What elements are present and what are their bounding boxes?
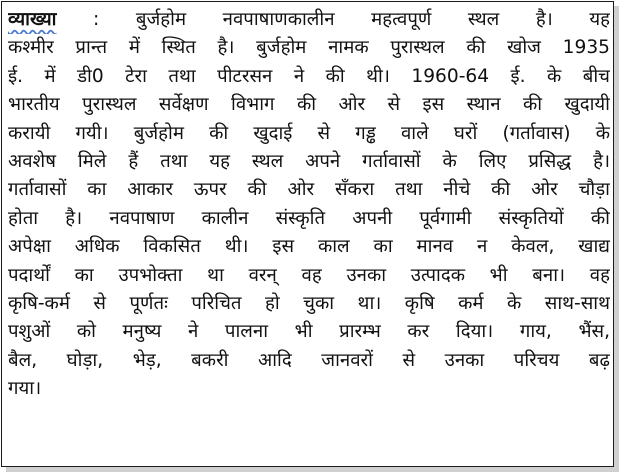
paragraph-line-7: गर्तावासों का आकार ऊपर की ओर सँकरा तथा नीचे की ओर चौड़ा [8,179,610,201]
frame-shadow-bottom [6,467,619,472]
heading-separator: : [93,9,100,30]
frame-shadow-right [614,6,619,470]
paragraph-line-11: कृषि-कर्म से पूर्णतः परिचित हो चुका था। कृषि कर्म के साथ-साथ [8,292,610,314]
text-box [1,1,614,467]
paragraph-line-4: भारतीय पुरास्थल सर्वेक्षण विभाग की ओर से इस स्थान की खुदायी [8,94,610,116]
paragraph-line-12: पशुओं को मनुष्य ने पालना भी प्रारम्भ कर दिया। गाय, भैंस, [8,321,610,343]
paragraph-line-3: ई. में डी0 टेरा तथा पीटरसन ने की थी। 1960-64 ई. के बीच [8,65,610,87]
paragraph-line-13: बैल, घोड़ा, भेड़, बकरी आदि जानवरों से उनका परिचय बढ़ [8,349,610,371]
paragraph-line-8: होता है। नवपाषाण कालीन संस्कृति अपनी पूर्वगामी संस्कृतियों की [8,207,610,229]
line-text: बुर्जहोम नवपाषाणकालीन महत्वपूर्ण स्थल है। यह [135,9,610,30]
paragraph-line-14: गया। [8,378,42,400]
paragraph-line-10: पदार्थों का उपभोक्ता था वरन् वह उनका उत्पादक भी बना। वह [8,264,610,286]
paragraph-line-1 [8,6,610,34]
paragraph [8,6,610,403]
paragraph-line-9: अपेक्षा अधिक विकसित थी। इस काल का मानव न केवल, खाद्य [8,236,610,258]
paragraph-line-5: करायी गयी। बुर्जहोम की खुदाई से गड्ढ वाले घरों (गर्तावास) के [8,122,610,144]
paragraph-line-2: कश्मीर प्रान्त में स्थित है। बुर्जहोम नामक पुरास्थल की खोज 1935 [8,37,610,59]
heading-word: व्याख्या [8,9,57,30]
paragraph-line-6: अवशेष मिले हैं तथा यह स्थल अपने गर्तावासों के लिए प्रसिद्ध है। [8,150,610,172]
